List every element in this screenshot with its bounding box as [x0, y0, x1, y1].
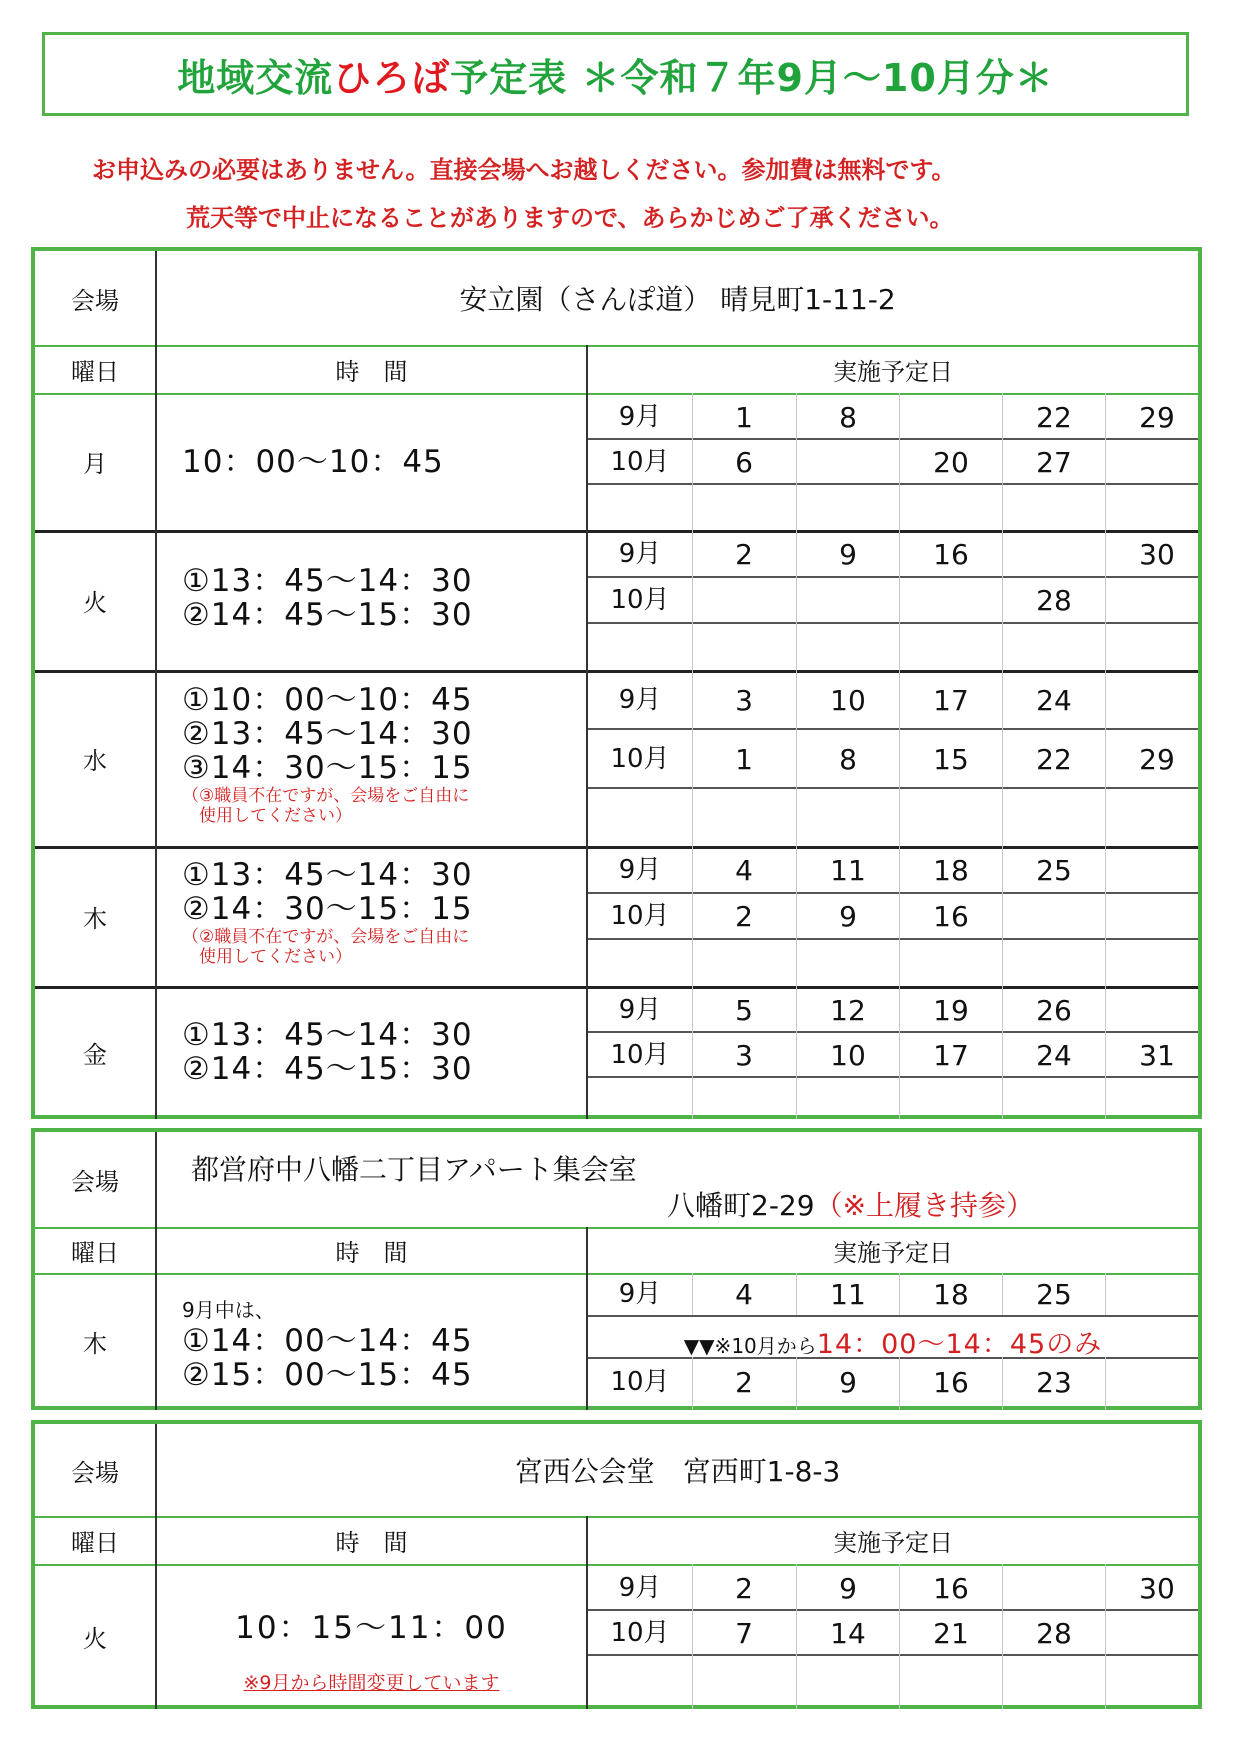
- venue-label: 会場: [71, 1168, 119, 1196]
- dates-label: 実施予定日: [833, 1528, 953, 1557]
- title-part1: 地域交流: [177, 55, 334, 100]
- title-highlight: ひろば: [333, 55, 451, 100]
- venue-label: 会場: [71, 1458, 119, 1487]
- month-label: 9月: [618, 539, 662, 569]
- scheduled-date: 19: [933, 993, 969, 1027]
- title-part2: 予定表 ＊令和７年9月～10月分＊: [450, 55, 1054, 100]
- september-intro: 9月中は、: [182, 1298, 275, 1322]
- scheduled-date: 28: [1036, 1616, 1072, 1650]
- time-label: 時 間: [335, 1238, 408, 1267]
- scheduled-date: 12: [830, 993, 866, 1027]
- weekday-wed: 水: [83, 746, 107, 775]
- venue2-name: 都営府中八幡二丁目アパート集会室: [191, 1153, 637, 1186]
- dates-label: 実施予定日: [833, 357, 953, 386]
- scheduled-date: 24: [1036, 684, 1072, 717]
- scheduled-date: 29: [1139, 742, 1175, 776]
- notice-line-2: 荒天等で中止になることがありますので、あらかじめご了承ください。: [186, 204, 954, 232]
- time-slot: ①13：45～14：30: [182, 563, 473, 599]
- scheduled-date: 28: [1036, 584, 1072, 617]
- scheduled-date: 17: [933, 684, 969, 717]
- scheduled-date: 2: [735, 1571, 753, 1605]
- divider: [35, 846, 1198, 849]
- scheduled-date: 16: [933, 538, 969, 571]
- time-slot: 10：00～10：45: [182, 444, 444, 480]
- month-label: 10月: [610, 743, 670, 774]
- scheduled-date: 16: [933, 1366, 969, 1399]
- date-grid-line: [588, 483, 1198, 485]
- scheduled-date: 30: [1139, 1571, 1175, 1605]
- scheduled-date: 26: [1036, 993, 1072, 1027]
- dates-label: 実施予定日: [833, 1238, 953, 1267]
- scheduled-date: 8: [839, 742, 857, 776]
- time-label: 時 間: [335, 357, 408, 386]
- weekday-label: 曜日: [71, 1238, 119, 1267]
- scheduled-date: 25: [1036, 1278, 1072, 1311]
- date-grid-line: [588, 576, 1198, 578]
- weekday-mon: 月: [83, 450, 107, 478]
- scheduled-date: 21: [933, 1616, 969, 1650]
- date-grid-line: [588, 622, 1198, 624]
- divider: [35, 530, 1198, 533]
- weekday-tue: 火: [83, 1625, 107, 1653]
- scheduled-date: 1: [735, 400, 753, 434]
- scheduled-date: 4: [735, 854, 753, 887]
- date-grid-line: [588, 1654, 1198, 1656]
- venue2-address: [667, 1184, 1034, 1224]
- scheduled-date: 9: [839, 538, 857, 571]
- time-slot: ②15：00～15：45: [182, 1357, 473, 1393]
- venue1-name: 安立園（さんぽ道） 晴見町1-11-2: [459, 283, 896, 316]
- time-slot: ①14：00～14：45: [182, 1323, 473, 1359]
- time-slot: ③14：30～15：15: [182, 750, 473, 786]
- month-label: 10月: [610, 1367, 670, 1397]
- scheduled-date: 6: [735, 445, 753, 479]
- venue3-name: 宮西公会堂 宮西町1-8-3: [514, 1455, 841, 1488]
- month-label: 10月: [610, 1617, 670, 1648]
- staff-absent-note: （②職員不在ですが、会場をご自由に: [182, 927, 470, 947]
- page-title: [42, 32, 1189, 116]
- date-grid-line: [588, 892, 1198, 894]
- scheduled-date: 18: [933, 854, 969, 887]
- venue3-schedule-table: [31, 1420, 1202, 1709]
- month-label: 9月: [618, 1572, 662, 1603]
- venue-label: 会場: [71, 286, 119, 315]
- scheduled-date: 22: [1036, 742, 1072, 776]
- time-label: 時 間: [335, 1528, 408, 1557]
- notice-line-1: お申込みの必要はありません。直接会場へお越しください。参加費は無料です。: [92, 156, 956, 184]
- staff-absent-note: 使用してください）: [182, 806, 352, 826]
- month-label: 9月: [618, 855, 662, 885]
- time-slot: ②14：30～15：15: [182, 891, 473, 927]
- date-grid-line: [588, 438, 1198, 440]
- scheduled-date: 8: [839, 400, 857, 434]
- date-grid-line: [588, 1315, 1198, 1317]
- scheduled-date: 31: [1139, 1038, 1175, 1072]
- scheduled-date: 9: [839, 900, 857, 933]
- month-label: 9月: [618, 994, 662, 1025]
- time-slot: ②14：45～15：30: [182, 597, 473, 633]
- month-label: 10月: [610, 585, 670, 615]
- date-grid-line: [588, 1076, 1198, 1078]
- scheduled-date: 23: [1036, 1366, 1072, 1399]
- scheduled-date: 1: [735, 742, 753, 776]
- weekday-thu: 木: [83, 1330, 107, 1358]
- scheduled-date: 7: [735, 1616, 753, 1650]
- scheduled-date: 30: [1139, 538, 1175, 571]
- weekday-label: 曜日: [71, 357, 119, 386]
- date-grid-line: [588, 1609, 1198, 1611]
- weekday-label: 曜日: [71, 1528, 119, 1557]
- divider: [35, 1273, 1198, 1275]
- month-label: 10月: [610, 1039, 670, 1070]
- scheduled-date: 3: [735, 1038, 753, 1072]
- month-label: 10月: [610, 446, 670, 477]
- october-change-notice: [588, 1322, 1198, 1361]
- time-change-note: ※9月から時間変更しています: [243, 1672, 500, 1694]
- scheduled-date: 10: [830, 1038, 866, 1072]
- time-slot: 10：15～11：00: [235, 1610, 508, 1646]
- month-label: 10月: [610, 901, 670, 931]
- scheduled-date: 3: [735, 684, 753, 717]
- date-grid-line: [588, 728, 1198, 730]
- time-slot: ①13：45～14：30: [182, 1017, 473, 1053]
- staff-absent-note: （③職員不在ですが、会場をご自由に: [182, 786, 470, 806]
- scheduled-date: 16: [933, 900, 969, 933]
- scheduled-date: 5: [735, 993, 753, 1027]
- weekday-tue: 火: [83, 588, 107, 617]
- scheduled-date: 17: [933, 1038, 969, 1072]
- date-grid-line: [588, 1031, 1198, 1033]
- time-slot: ②13：45～14：30: [182, 716, 473, 752]
- scheduled-date: 2: [735, 900, 753, 933]
- weekday-thu: 木: [83, 904, 107, 933]
- scheduled-date: 24: [1036, 1038, 1072, 1072]
- time-slot: ②14：45～15：30: [182, 1051, 473, 1087]
- venue2-schedule-table: [31, 1128, 1202, 1410]
- venue2-address-text: 八幡町2-29: [667, 1189, 815, 1222]
- scheduled-date: 16: [933, 1571, 969, 1605]
- weekday-fri: 金: [83, 1041, 107, 1069]
- scheduled-date: 10: [830, 684, 866, 717]
- date-grid-line: [588, 787, 1198, 789]
- staff-absent-note: 使用してください）: [182, 947, 352, 967]
- october-change-time: 14：00～14：45のみ: [816, 1329, 1103, 1360]
- scheduled-date: 27: [1036, 445, 1072, 479]
- divider: [35, 986, 1198, 989]
- scheduled-date: 25: [1036, 854, 1072, 887]
- scheduled-date: 2: [735, 538, 753, 571]
- scheduled-date: 9: [839, 1366, 857, 1399]
- scheduled-date: 11: [830, 1278, 866, 1311]
- scheduled-date: 11: [830, 854, 866, 887]
- scheduled-date: 9: [839, 1571, 857, 1605]
- month-label: 9月: [618, 401, 662, 432]
- october-change-prefix: ▼▼※10月から: [683, 1334, 817, 1358]
- divider: [35, 393, 1198, 395]
- scheduled-date: 14: [830, 1616, 866, 1650]
- scheduled-date: 18: [933, 1278, 969, 1311]
- scheduled-date: 22: [1036, 400, 1072, 434]
- month-label: 9月: [618, 685, 662, 715]
- date-grid-line: [588, 938, 1198, 940]
- scheduled-date: 15: [933, 742, 969, 776]
- time-slot: ①10：00～10：45: [182, 682, 473, 718]
- venue1-schedule-table: [31, 247, 1202, 1119]
- venue2-slippers-note: （※上履き持参）: [814, 1189, 1035, 1222]
- scheduled-date: 4: [735, 1278, 753, 1311]
- divider: [35, 1564, 1198, 1566]
- time-slot: ①13：45～14：30: [182, 857, 473, 893]
- month-label: 9月: [618, 1279, 662, 1309]
- scheduled-date: 29: [1139, 400, 1175, 434]
- divider: [35, 670, 1198, 673]
- scheduled-date: 20: [933, 445, 969, 479]
- scheduled-date: 2: [735, 1366, 753, 1399]
